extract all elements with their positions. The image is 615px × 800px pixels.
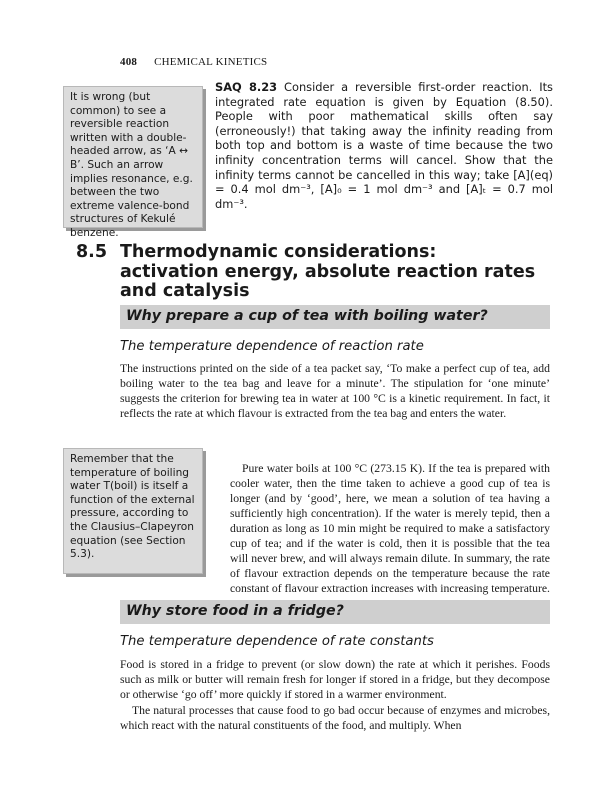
question-bar-tea: Why prepare a cup of tea with boiling water?: [120, 305, 550, 329]
saq-label: SAQ 8.23: [215, 80, 278, 94]
paragraph-tea-instructions: The instructions printed on the side of a tea packet say, ‘To make a perfect cup of tea, add boiling water to the tea bag and leave for a minute’. The stipulation for ‘one minute’ suggests the criterion for brewing tea in water at 100 °C is a kinetic requirement. In fact, it reflects the rate at which flavour is extracted from the tea bag and enters the water.: [120, 362, 550, 420]
paragraph-fridge-storage: Food is stored in a fridge to prevent (or slow down) the rate at which it perishes. Foods such as milk or butter will remain fresh for longer if stored in a fridge, but they decompose or otherwise ‘go off’ more quickly if stored in a warmer environment.: [120, 658, 550, 701]
section-number: 8.5: [76, 242, 108, 262]
running-head-title: CHEMICAL KINETICS: [154, 56, 268, 68]
paragraph-natural-processes: The natural processes that cause food to go bad occur because of enzymes and microbes, which react with the natural constituents of the food, and multiply. When: [120, 704, 550, 732]
margin-note-resonance: [63, 86, 203, 239]
margin-note-1-text: It is wrong (but common) to see a reversible reaction written with a double-headed arrow, as ‘A ↔ B’. Such an arrow implies resonance, e.g. between the two extreme valence-bond structures of Kekulé benzene.: [70, 91, 193, 239]
paragraph-boiling-water: Pure water boils at 100 °C (273.15 K). If the tea is prepared with cooler water, then the time taken to achieve a good cup of tea is longer (and by ‘good’, here, we mean a solution of tea having a sufficiently high concentration). If the water is merely tepid, then a duration as long as 10 min might be required to make a satisfactory cup of tea; and if the water is cold, then it is possible that the tea will never brew, and will always remain dilute. In summary, the rate of flavour extraction depends on the temperature because the rate constant of flavour extraction increases with increasing temperature.: [230, 462, 550, 595]
subheading-reaction-rate: The temperature dependence of reaction rate: [120, 339, 424, 354]
section-heading: [76, 243, 556, 302]
saq-8-23: [215, 80, 553, 211]
margin-note-2-text: Remember that the temperature of boiling water T(boil) is itself a function of the external pressure, according to the Clausius–Clapeyron equation (see Section 5.3).: [70, 453, 195, 561]
section-title-line-2: activation energy, absolute reaction rates: [120, 261, 536, 282]
question-bar-fridge: Why store food in a fridge?: [120, 600, 550, 624]
saq-text: Consider a reversible first-order reaction. Its integrated rate equation is given by Equation (8.50). People with poor mathematical skills often say (erroneously!) that taking away the infinity reading from both top and bottom is a waste of time because the two infinity concentration terms will cancel. Show that the infinity terms cannot be cancelled in this way; take [A](eq) = 0.4 mol dm⁻³, [A]₀ = 1 mol dm⁻³ and [A]ₜ = 0.7 mol dm⁻³.: [215, 80, 553, 211]
section-title-line-3: and catalysis: [120, 281, 250, 301]
page-number: 408: [120, 56, 138, 68]
section-title-line-1: 8.5 Thermodynamic considerations:: [76, 242, 437, 262]
subheading-rate-constants: The temperature dependence of rate constants: [120, 634, 434, 649]
running-head: [120, 56, 267, 68]
margin-note-boiling-point: [63, 448, 203, 574]
